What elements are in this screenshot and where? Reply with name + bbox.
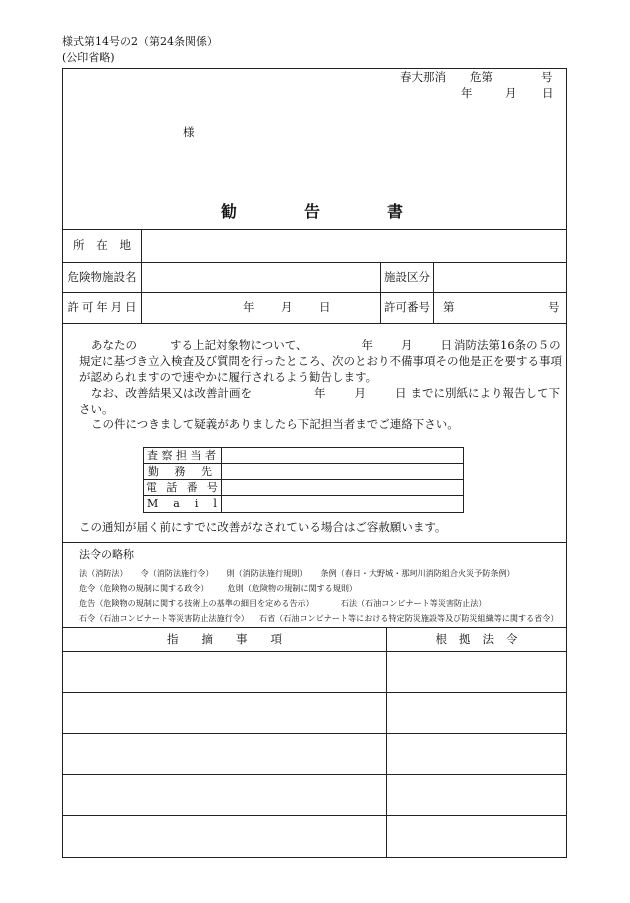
mail-label: Mail <box>144 496 222 512</box>
findings-row <box>63 693 566 734</box>
blank-field <box>366 396 395 397</box>
abbreviation-item: 石法（石油コンビナート等災害防止法） <box>340 598 487 608</box>
notice-body <box>63 324 566 543</box>
contact-row <box>144 464 463 480</box>
permit-date-label: 許可年月日 <box>63 293 142 323</box>
facility-name-value <box>142 263 381 292</box>
location-row <box>63 230 566 263</box>
inspector-value <box>222 448 463 463</box>
findings-header: 指摘事項 <box>63 628 387 651</box>
abbreviation-item: 令（消防法施行令） <box>140 568 214 578</box>
abbreviations-title: 法令の略称 <box>79 548 134 561</box>
workplace-value <box>222 464 463 479</box>
notice-line-4-start: なお、改善結果又は改善計画を <box>91 386 252 400</box>
permit-date-year: 年 <box>243 300 255 314</box>
finding-cell <box>63 693 387 733</box>
notice-line-1-end: 消防法第16条の５の <box>454 338 561 352</box>
inspection-date-year: 年 <box>361 338 374 352</box>
facility-name-label: 危険物施設名 <box>63 263 142 292</box>
notice-line-5: さい。 <box>79 402 114 416</box>
facility-class-value <box>434 263 566 292</box>
abbreviation-line <box>79 599 486 607</box>
blank-field <box>308 348 362 349</box>
findings-row <box>63 734 566 775</box>
abbreviation-line <box>79 584 357 592</box>
phone-value <box>222 480 463 495</box>
phone-label: 電話番号 <box>146 481 228 494</box>
abbreviation-line <box>79 569 515 577</box>
form-number: 様式第14号の2（第24条関係） <box>62 35 218 48</box>
facility-info-table <box>63 230 566 324</box>
abbreviation-item: 危則（危険物の規制に関する規則） <box>227 583 358 593</box>
workplace-label: 勤務先 <box>144 464 222 479</box>
abbreviation-item: 石省（石油コンビナート等における特定防災施設等及び防災組織等に関する省令） <box>258 613 559 623</box>
abbreviation-line <box>79 614 558 622</box>
notice-line-3: が認められますので速やかに履行されるよう勧告します。 <box>79 370 378 384</box>
inspection-date-month: 月 <box>401 338 413 352</box>
abbreviation-item: 条例（春日・大野城・那珂川消防組合火災予防条例） <box>320 568 515 578</box>
finding-cell <box>63 652 387 692</box>
finding-cell <box>63 775 387 815</box>
notice-header <box>63 69 566 230</box>
abbreviation-item: 危告（危険物の規制に関する技術上の基準の細目を定める告示） <box>79 598 314 608</box>
blank-field <box>413 348 441 349</box>
legal-basis-cell <box>387 693 566 733</box>
notice-line-4 <box>91 388 560 400</box>
legal-basis-cell <box>387 734 566 774</box>
issue-date-year: 年 <box>461 86 473 100</box>
facility-class-label: 施設区分 <box>381 263 434 292</box>
facility-name-row <box>63 263 566 293</box>
legal-basis-cell <box>387 775 566 815</box>
blank-field <box>137 348 170 349</box>
blank-field <box>252 396 314 397</box>
notice-line-1-start: あなたの <box>91 338 137 352</box>
report-due-year: 年 <box>314 386 326 400</box>
contact-table <box>143 447 464 513</box>
notice-line-4-end: までに別紙により報告して下 <box>410 386 560 400</box>
abbreviation-item: 石令（石油コンビナート等災害防止法施行令） <box>79 613 249 623</box>
abbreviation-item: 法（消防法） <box>79 568 128 578</box>
permit-number-suffix: 号 <box>548 300 560 314</box>
permit-row <box>63 293 566 324</box>
notice-line-1 <box>91 340 561 352</box>
legal-basis-cell <box>387 816 566 857</box>
issue-date-day: 日 <box>542 86 554 100</box>
addressee-honorific: 様 <box>183 125 195 139</box>
mail-value <box>222 496 463 512</box>
finding-cell <box>63 816 387 857</box>
permit-number-label: 許可番号 <box>381 293 434 323</box>
document-number-series: 危第 <box>470 70 493 84</box>
blank-field <box>326 396 355 397</box>
finding-cell <box>63 734 387 774</box>
document-title: 勧告書 <box>221 202 471 221</box>
contact-row <box>144 448 463 464</box>
permit-date-value <box>142 293 381 323</box>
contact-row <box>144 480 463 496</box>
blank-field <box>373 348 401 349</box>
inspector-label: 査察担当者 <box>144 448 222 463</box>
legal-basis-cell <box>387 652 566 692</box>
permit-date-month: 月 <box>281 300 293 314</box>
location-value <box>142 230 566 262</box>
findings-header-row <box>63 628 566 652</box>
findings-row <box>63 652 566 693</box>
findings-row <box>63 775 566 816</box>
form-frame <box>62 68 567 858</box>
law-abbreviations <box>63 543 566 628</box>
report-due-month: 月 <box>354 386 366 400</box>
abbreviation-item: 危令（危険物の規制に関する政令） <box>79 583 209 593</box>
permit-number-prefix: 第 <box>443 300 455 314</box>
document-number-prefix: 春大那消 <box>400 70 446 84</box>
permit-number-value <box>434 293 566 323</box>
abbreviation-item: 則（消防法施行規則） <box>226 568 308 578</box>
inspection-date-day: 日 <box>440 338 453 352</box>
findings-table <box>63 628 566 857</box>
findings-row <box>63 816 566 857</box>
report-due-day: 日 <box>395 386 407 400</box>
legal-basis-header: 根拠法令 <box>435 631 530 646</box>
contact-row <box>144 496 463 512</box>
location-label: 所在地 <box>63 230 142 262</box>
notice-line-1-object: する上記対象物について、 <box>170 338 308 352</box>
document-number-suffix: 号 <box>541 70 553 84</box>
notice-line-6: この件につきまして疑義がありましたら下記担当者までご連絡下さい。 <box>91 417 459 431</box>
notice-line-2: 規定に基づき立入検査及び質問を行ったところ、次のとおり不備事項その他是正を要する事項 <box>79 354 562 368</box>
issue-date-month: 月 <box>505 86 517 100</box>
seal-omitted-note: (公印省略) <box>62 51 115 64</box>
permit-date-day: 日 <box>319 300 331 314</box>
disclaimer: この通知が届く前にすでに改善がなされている場合はご容赦願います。 <box>79 520 447 534</box>
